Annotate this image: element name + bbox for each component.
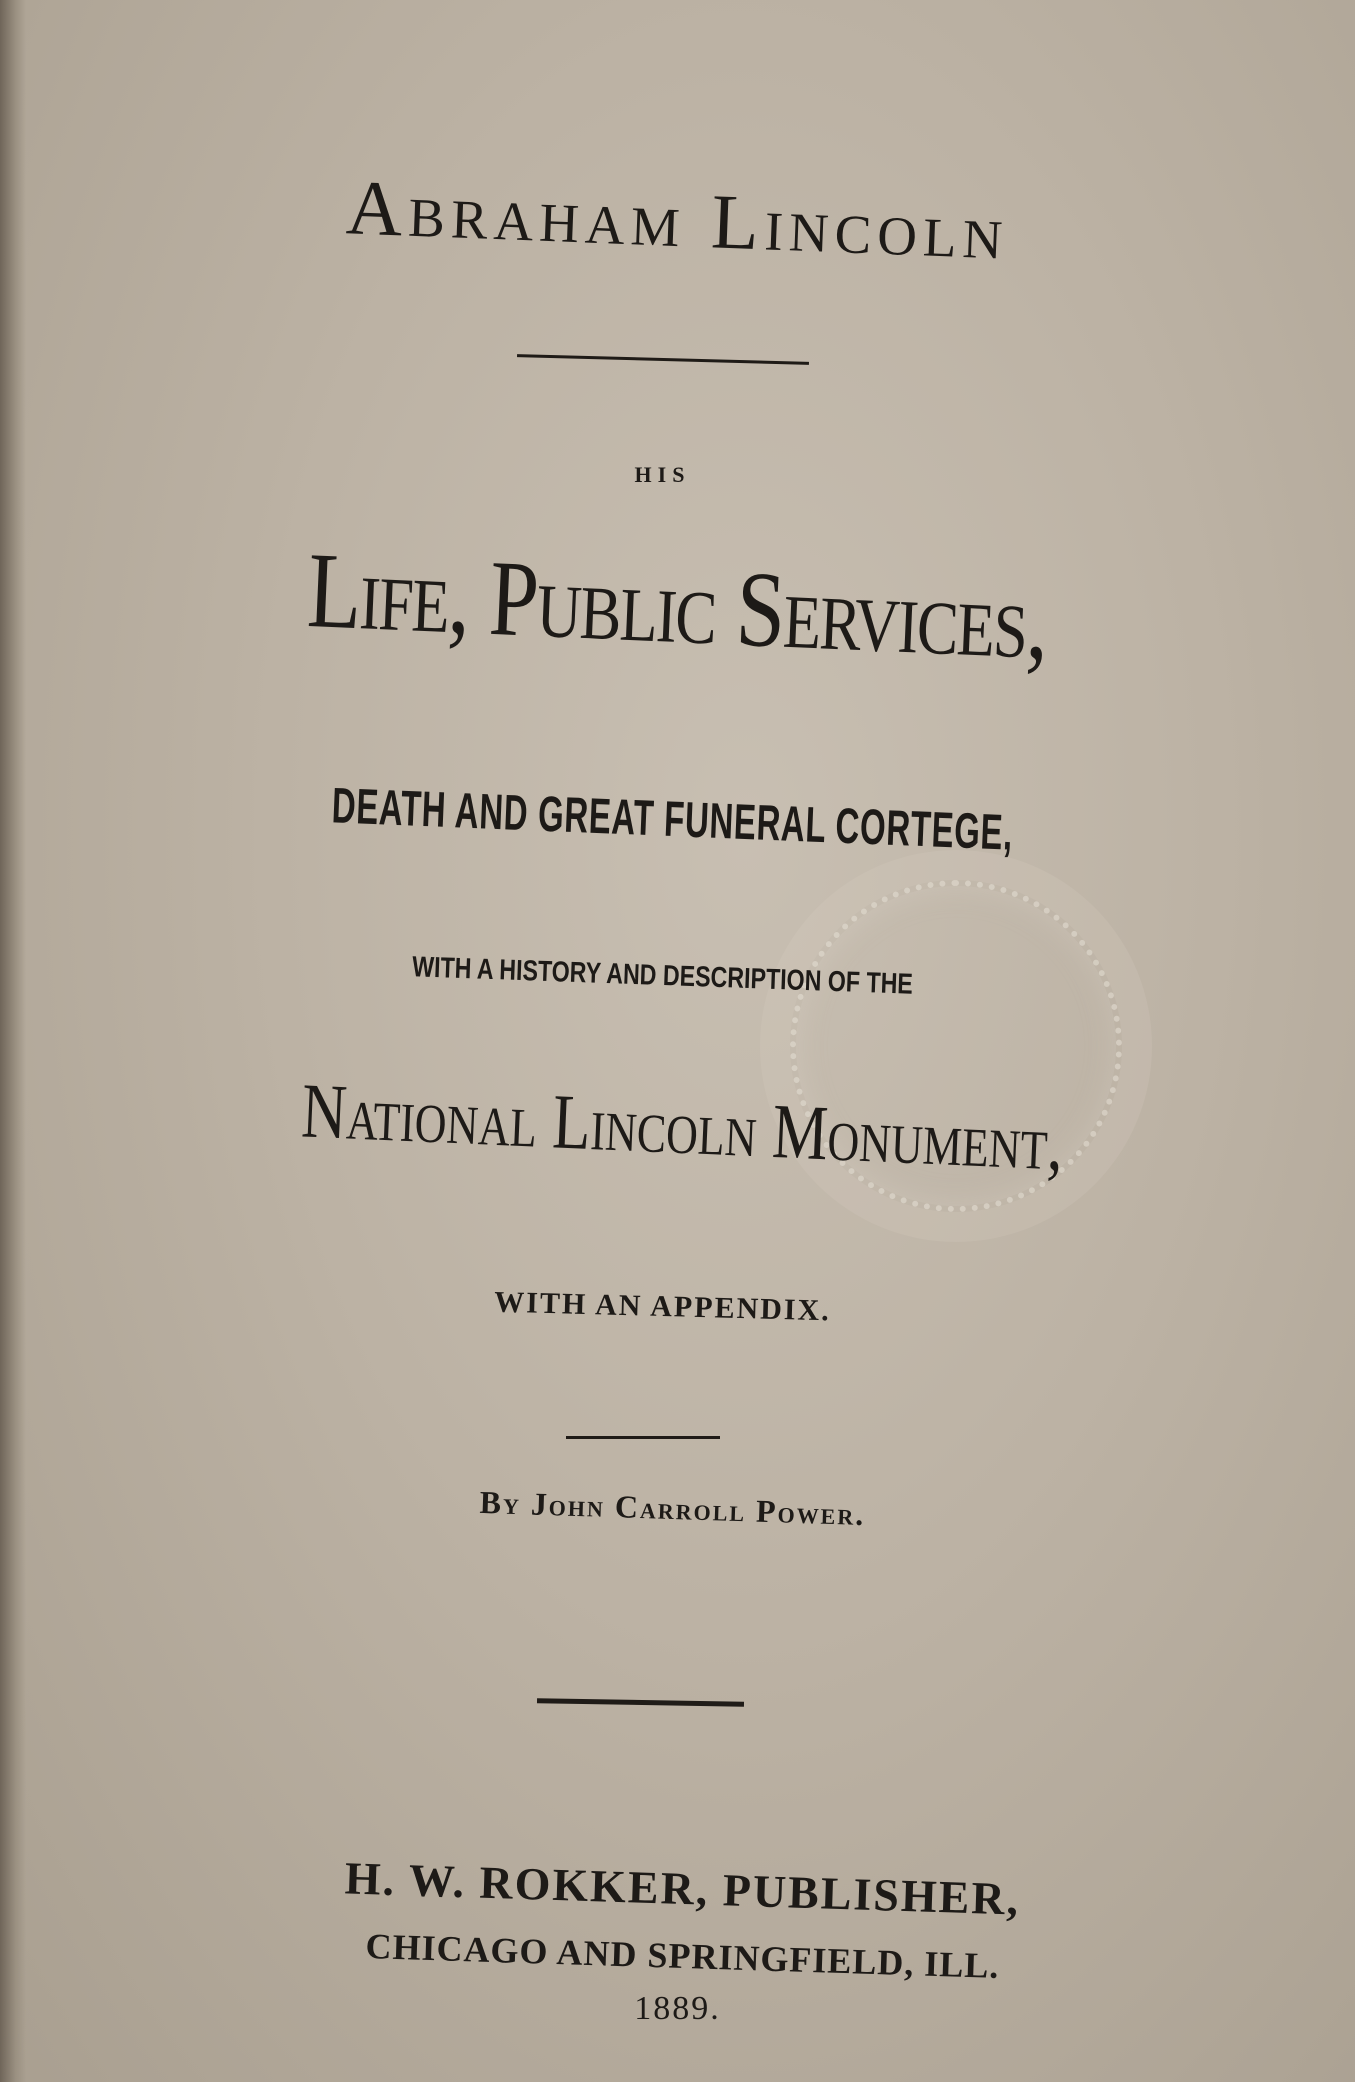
publication-year: 1889. [634,1990,721,2027]
divider-rule [566,1436,720,1439]
page-edge-shadow [0,0,26,2082]
author-line: By John Carroll Power. [479,1483,866,1533]
divider-rule [537,1698,744,1707]
history-description-line: WITH A HISTORY AND DESCRIPTION OF THE [411,951,914,1001]
appendix-line: WITH AN APPENDIX. [493,1285,832,1328]
publication-place: CHICAGO AND SPRINGFIELD, ILL. [364,1926,1001,1986]
subtitle-death-funeral: DEATH AND GREAT FUNERAL CORTEGE, [330,777,1015,861]
publisher-line: H. W. ROKKER, PUBLISHER, [344,1852,1021,1925]
his-word: HIS [634,462,691,487]
divider-rule [517,354,809,365]
book-title: Abraham Lincoln [344,163,1011,276]
subtitle-life-public-services: Life, Public Services, [305,530,1050,683]
national-monument-line: National Lincoln Monument, [299,1066,1066,1187]
